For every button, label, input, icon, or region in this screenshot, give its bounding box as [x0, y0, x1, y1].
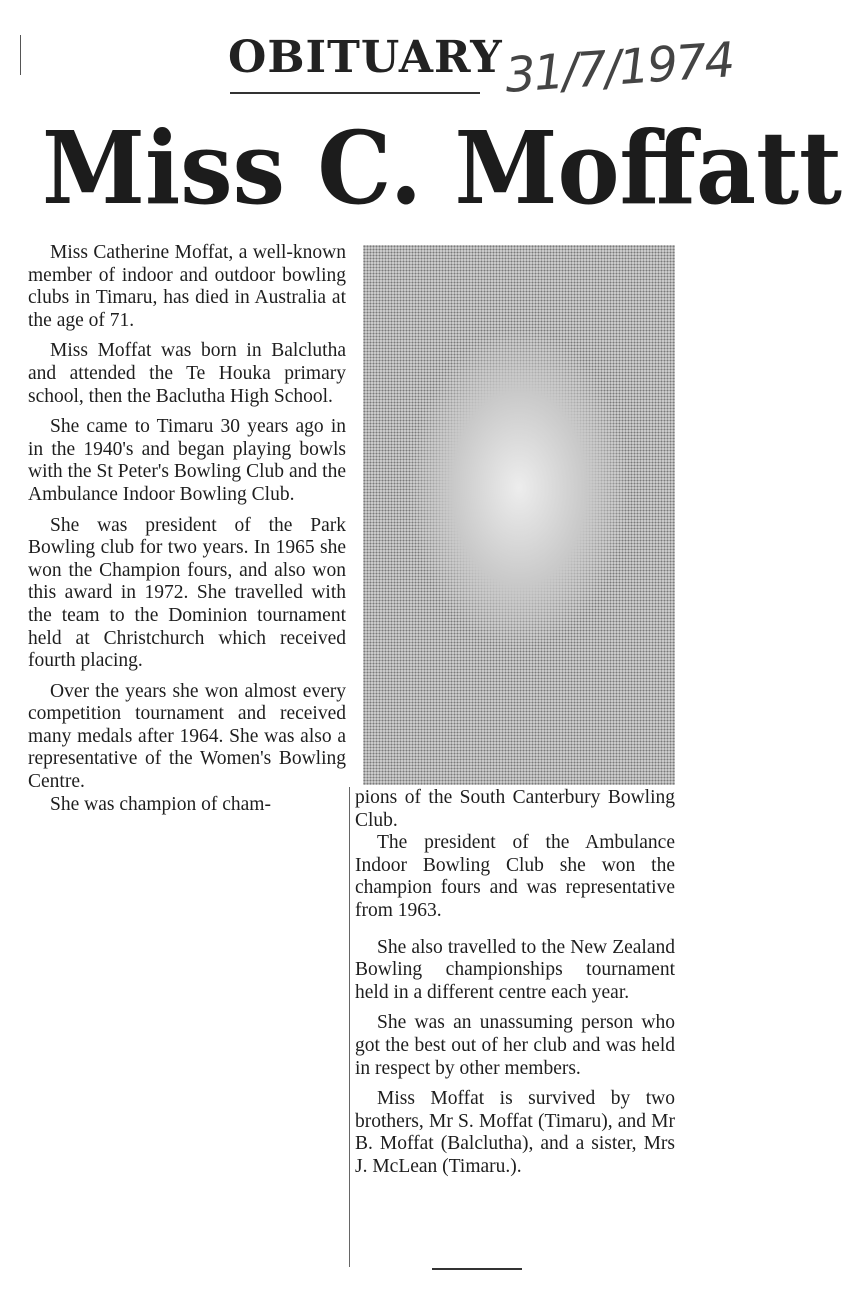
paragraph: Miss Catherine Moffat, a well-known member of indoor and outdoor bowling clubs in Timaru, has died in Australia at the age of 71.: [28, 242, 346, 331]
paragraph: She was champion of cham-: [50, 793, 271, 815]
handwritten-date: 31/7/1974: [503, 32, 735, 104]
paragraph: She was an unassuming person who got the best out of her club and was held in respect by other members.: [355, 1012, 675, 1079]
paragraph: She was president of the Park Bowling club for two years. In 1965 she won the Champion fours, and also won this award in 1972. She travelled with the team to the Dominion tournament held at Christchurch which received fourth placing.: [28, 514, 346, 672]
column-divider: [349, 787, 350, 1267]
article-column-left: [28, 242, 346, 824]
paragraph: Miss Moffat is survived by two brothers, Mr S. Moffat (Timaru), and Mr B. Moffat (Balclutha), and a sister, Mrs J. McLean (Timaru.).: [355, 1088, 675, 1177]
paragraph: Miss Moffat was born in Balclutha and attended the Te Houka primary school, then the Baclutha High School.: [28, 340, 346, 407]
section-underline: [230, 92, 480, 94]
end-rule: [432, 1268, 522, 1270]
article-column-right: [355, 787, 675, 1187]
paragraph: She also travelled to the New Zealand Bowling championships tournament held in a different centre each year.: [355, 936, 675, 1003]
headline: Miss C. Moffatt: [42, 109, 842, 227]
portrait-photo: [363, 245, 675, 785]
section-label: OBITUARY: [228, 32, 503, 83]
paragraph: pions of the South Canterbury Bowling Club.: [355, 787, 675, 831]
paragraph: She came to Timaru 30 years ago in in the 1940's and began playing bowls with the St Peter's Bowling Club and the Ambulance Indoor Bowling Club.: [28, 416, 346, 505]
paragraph: Over the years she won almost every competition tournament and received many medals after 1964. She was also a representative of the Women's Bowling Centre.: [28, 680, 346, 793]
paragraph: The president of the Ambulance Indoor Bowling Club she won the champion fours and was representative from 1963.: [355, 832, 675, 921]
margin-line: [20, 35, 21, 75]
